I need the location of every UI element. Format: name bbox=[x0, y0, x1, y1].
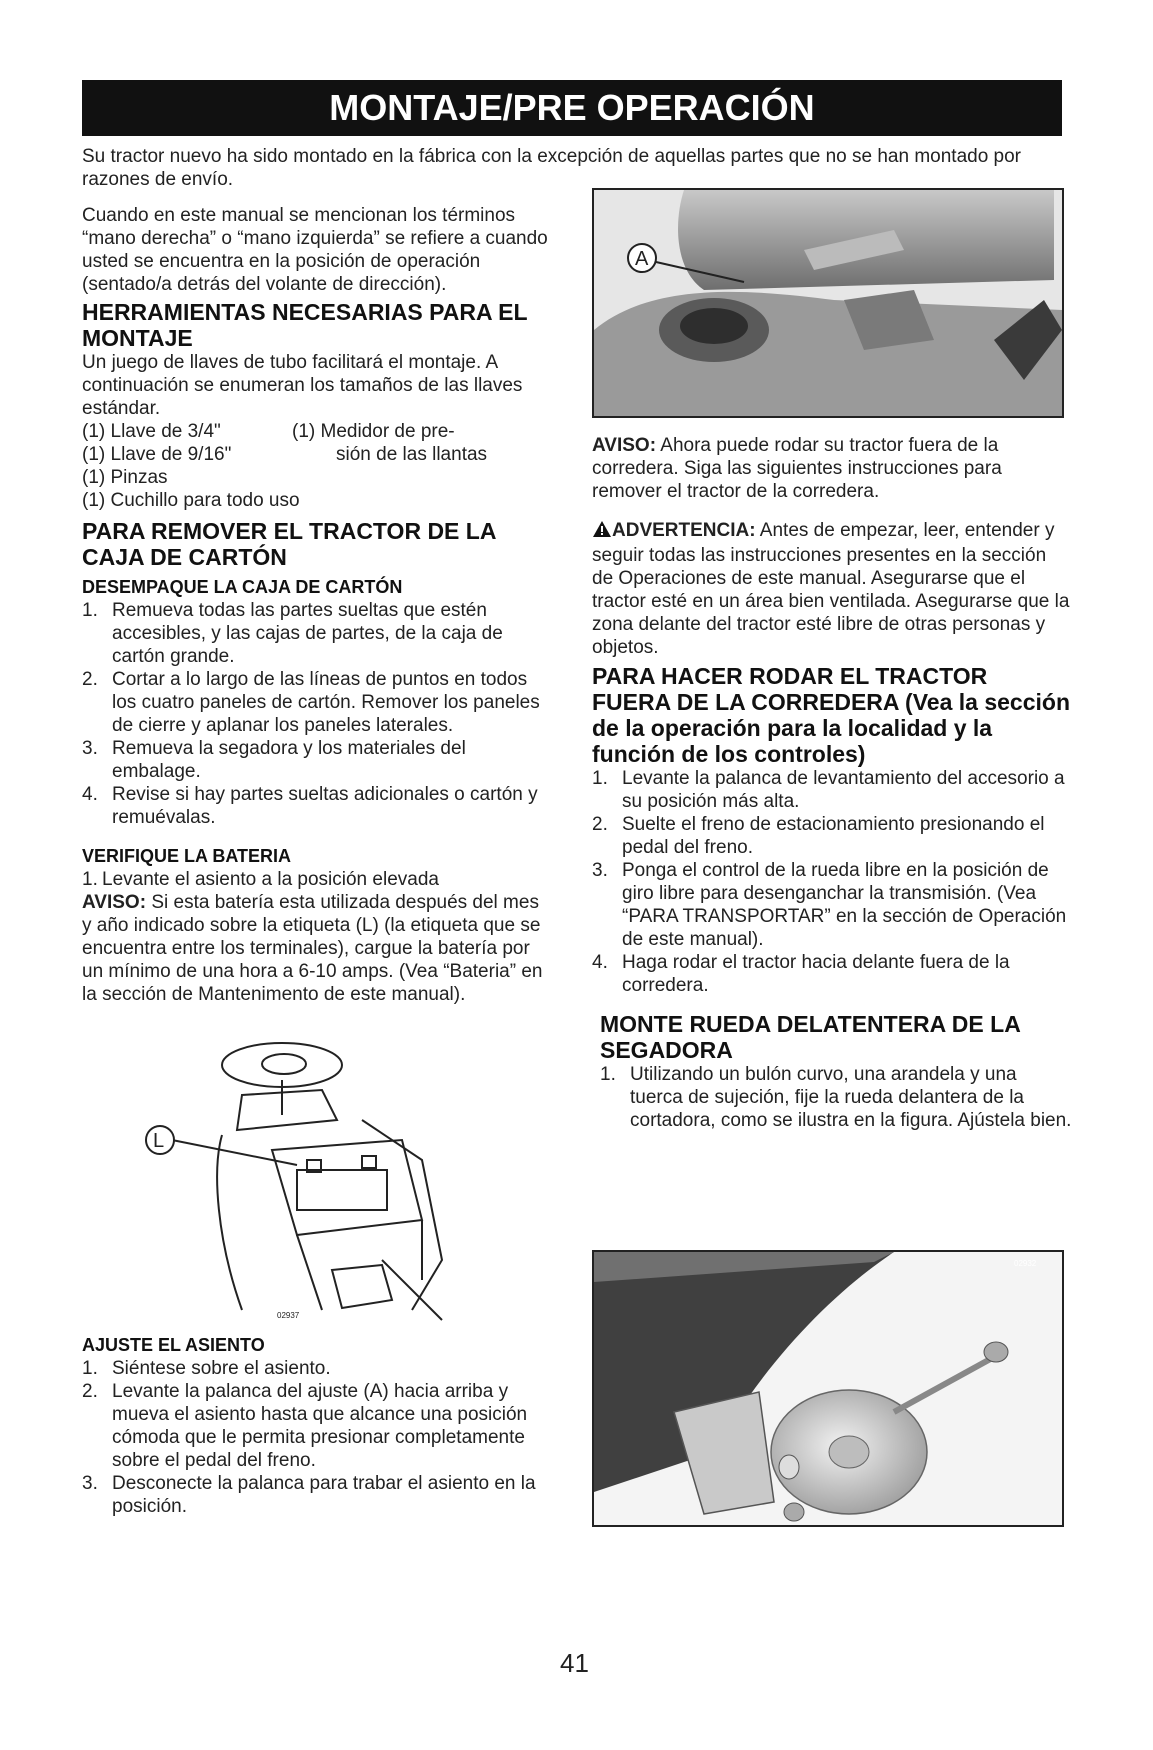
tools-body: Un juego de llaves de tubo facilitará el montaje. A continuación se enumeran los tamaños de las llaves estándar. bbox=[82, 352, 523, 419]
list-item: 1. Remueva todas las partes sueltas que estén accesibles, y las cajas de partes, de la caja de cartón grande. bbox=[82, 600, 503, 667]
list-item: 3. Desconecte la palanca para trabar el asiento en la posición. bbox=[82, 1473, 536, 1517]
roll-steps bbox=[592, 767, 1072, 997]
list-item: 3. Ponga el control de la rueda libre en la posición de giro libre para desenganchar la transmisión. (Vea “PARA TRANSPORTAR” en la sección de Operación de este manual). bbox=[592, 860, 1067, 950]
battery-heading: VERIFIQUE LA BATERIA bbox=[82, 846, 292, 866]
seat-photo bbox=[592, 188, 1064, 418]
unpack-subheading: DESEMPAQUE LA CAJA DE CARTÓN bbox=[82, 577, 403, 597]
list-item: 1. Siéntese sobre el asiento. bbox=[82, 1358, 331, 1379]
wheel-photo bbox=[592, 1250, 1064, 1527]
battery-notice: AVISO: Si esta batería esta utilizada después del mes y año indicado sobre la etiqueta (L) (la etiqueta que se encuentra entre los terminales), cargue la batería por un mínimo de una hora a 6-10 amps. (Vea “Bateria” en la sección de Mantenimento de este manual). bbox=[82, 892, 543, 1005]
hand-note: Cuando en este manual se mencionan los términos “mano derecha” o “mano izquierda” se refiere a cuando usted se encuentra en la posición de operación (sentado/a detrás del volante de dirección). bbox=[82, 205, 548, 295]
unpack-steps bbox=[82, 599, 552, 829]
tool-item: sión de las llantas bbox=[336, 444, 488, 465]
list-item: 1. Levante la palanca de levantamiento del accesorio a su posición más alta. bbox=[592, 768, 1065, 812]
figure-callout-L: L bbox=[153, 1130, 165, 1152]
tool-item: (1) Llave de 9/16" bbox=[82, 444, 232, 465]
figure-callout-A: A bbox=[635, 248, 649, 270]
roll-heading: PARA HACER RODAR EL TRACTOR FUERA DE LA CORREDERA (Vea la sección de la operación para la localidad y la función de los controles) bbox=[592, 663, 1070, 767]
remove-heading: PARA REMOVER EL TRACTOR DE LA CAJA DE CARTÓN bbox=[82, 518, 496, 570]
seat-heading: AJUSTE EL ASIENTO bbox=[82, 1335, 265, 1355]
tools-list bbox=[82, 420, 552, 512]
tool-item: (1) Cuchillo para todo uso bbox=[82, 490, 300, 511]
warning-note: ADVERTENCIA: Antes de empezar, leer, entender y seguir todas las instrucciones presentes en la sección de Operaciones de este manual. Asegurarse que el tractor esté en un área bien ventilada. Asegurarse que la zona delante del tractor esté libre de otras personas y objetos. bbox=[592, 520, 1070, 658]
left-column bbox=[82, 204, 552, 1518]
wheel-heading: MONTE RUEDA DELATENTERA DE LA SEGADORA bbox=[600, 1011, 1020, 1063]
figure-code: 02937 bbox=[277, 1311, 300, 1320]
list-item: 4. Haga rodar el tractor hacia delante fuera de la corredera. bbox=[592, 952, 1010, 996]
aviso-note: AVISO: Ahora puede rodar su tractor fuera de la corredera. Siga las siguientes instrucciones para remover el tractor de la corredera. bbox=[592, 435, 1002, 502]
list-item: 2. Suelte el freno de estacionamiento presionando el pedal del freno. bbox=[592, 814, 1045, 858]
right-column bbox=[592, 434, 1072, 1132]
tool-item: (1) Llave de 3/4" bbox=[82, 421, 221, 442]
wheel-steps bbox=[592, 1063, 1072, 1132]
warning-icon bbox=[592, 520, 612, 544]
intro-text: Su tractor nuevo ha sido montado en la fábrica con la excepción de aquellas partes que no se han montado por razones de envío. bbox=[82, 146, 1022, 190]
list-item: 2. Levante la palanca del ajuste (A) hacia arriba y mueva el asiento hasta que alcance una posición cómoda que le permita presionar completamente sobre el pedal del freno. bbox=[82, 1381, 528, 1471]
list-item: 1. Levante el asiento a la posición elevada bbox=[82, 869, 439, 890]
list-item: 2. Cortar a lo largo de las líneas de puntos en todos los cuatro paneles de cartón. Remover los paneles de cierre y aplanar los paneles laterales. bbox=[82, 669, 540, 736]
battery-steps bbox=[82, 868, 552, 891]
list-item: 3. Remueva la segadora y los materiales del embalage. bbox=[82, 738, 466, 782]
battery-illustration bbox=[122, 1020, 502, 1330]
page-number: 41 bbox=[560, 1648, 589, 1678]
list-item: 4. Revise si hay partes sueltas adicionales o cartón y remuévalas. bbox=[82, 784, 538, 828]
tool-item: (1) Pinzas bbox=[82, 467, 168, 488]
wheel-illustration bbox=[594, 1252, 1062, 1525]
figure-code: 02932 bbox=[1014, 1259, 1037, 1268]
tools-heading: HERRAMIENTAS NECESARIAS PARA EL MONTAJE bbox=[82, 299, 528, 351]
page-title-banner: MONTAJE/PRE OPERACIÓN bbox=[82, 80, 1062, 136]
seat-illustration bbox=[594, 190, 1062, 416]
seat-steps bbox=[82, 1357, 552, 1518]
battery-figure bbox=[122, 1020, 502, 1330]
list-item: 1. Utilizando un bulón curvo, una arandela y una tuerca de sujeción, fije la rueda delantera de la cortadora, como se ilustra en la figura. Ajústela bien. bbox=[600, 1064, 1072, 1131]
tool-item: (1) Medidor de pre- bbox=[292, 421, 455, 442]
